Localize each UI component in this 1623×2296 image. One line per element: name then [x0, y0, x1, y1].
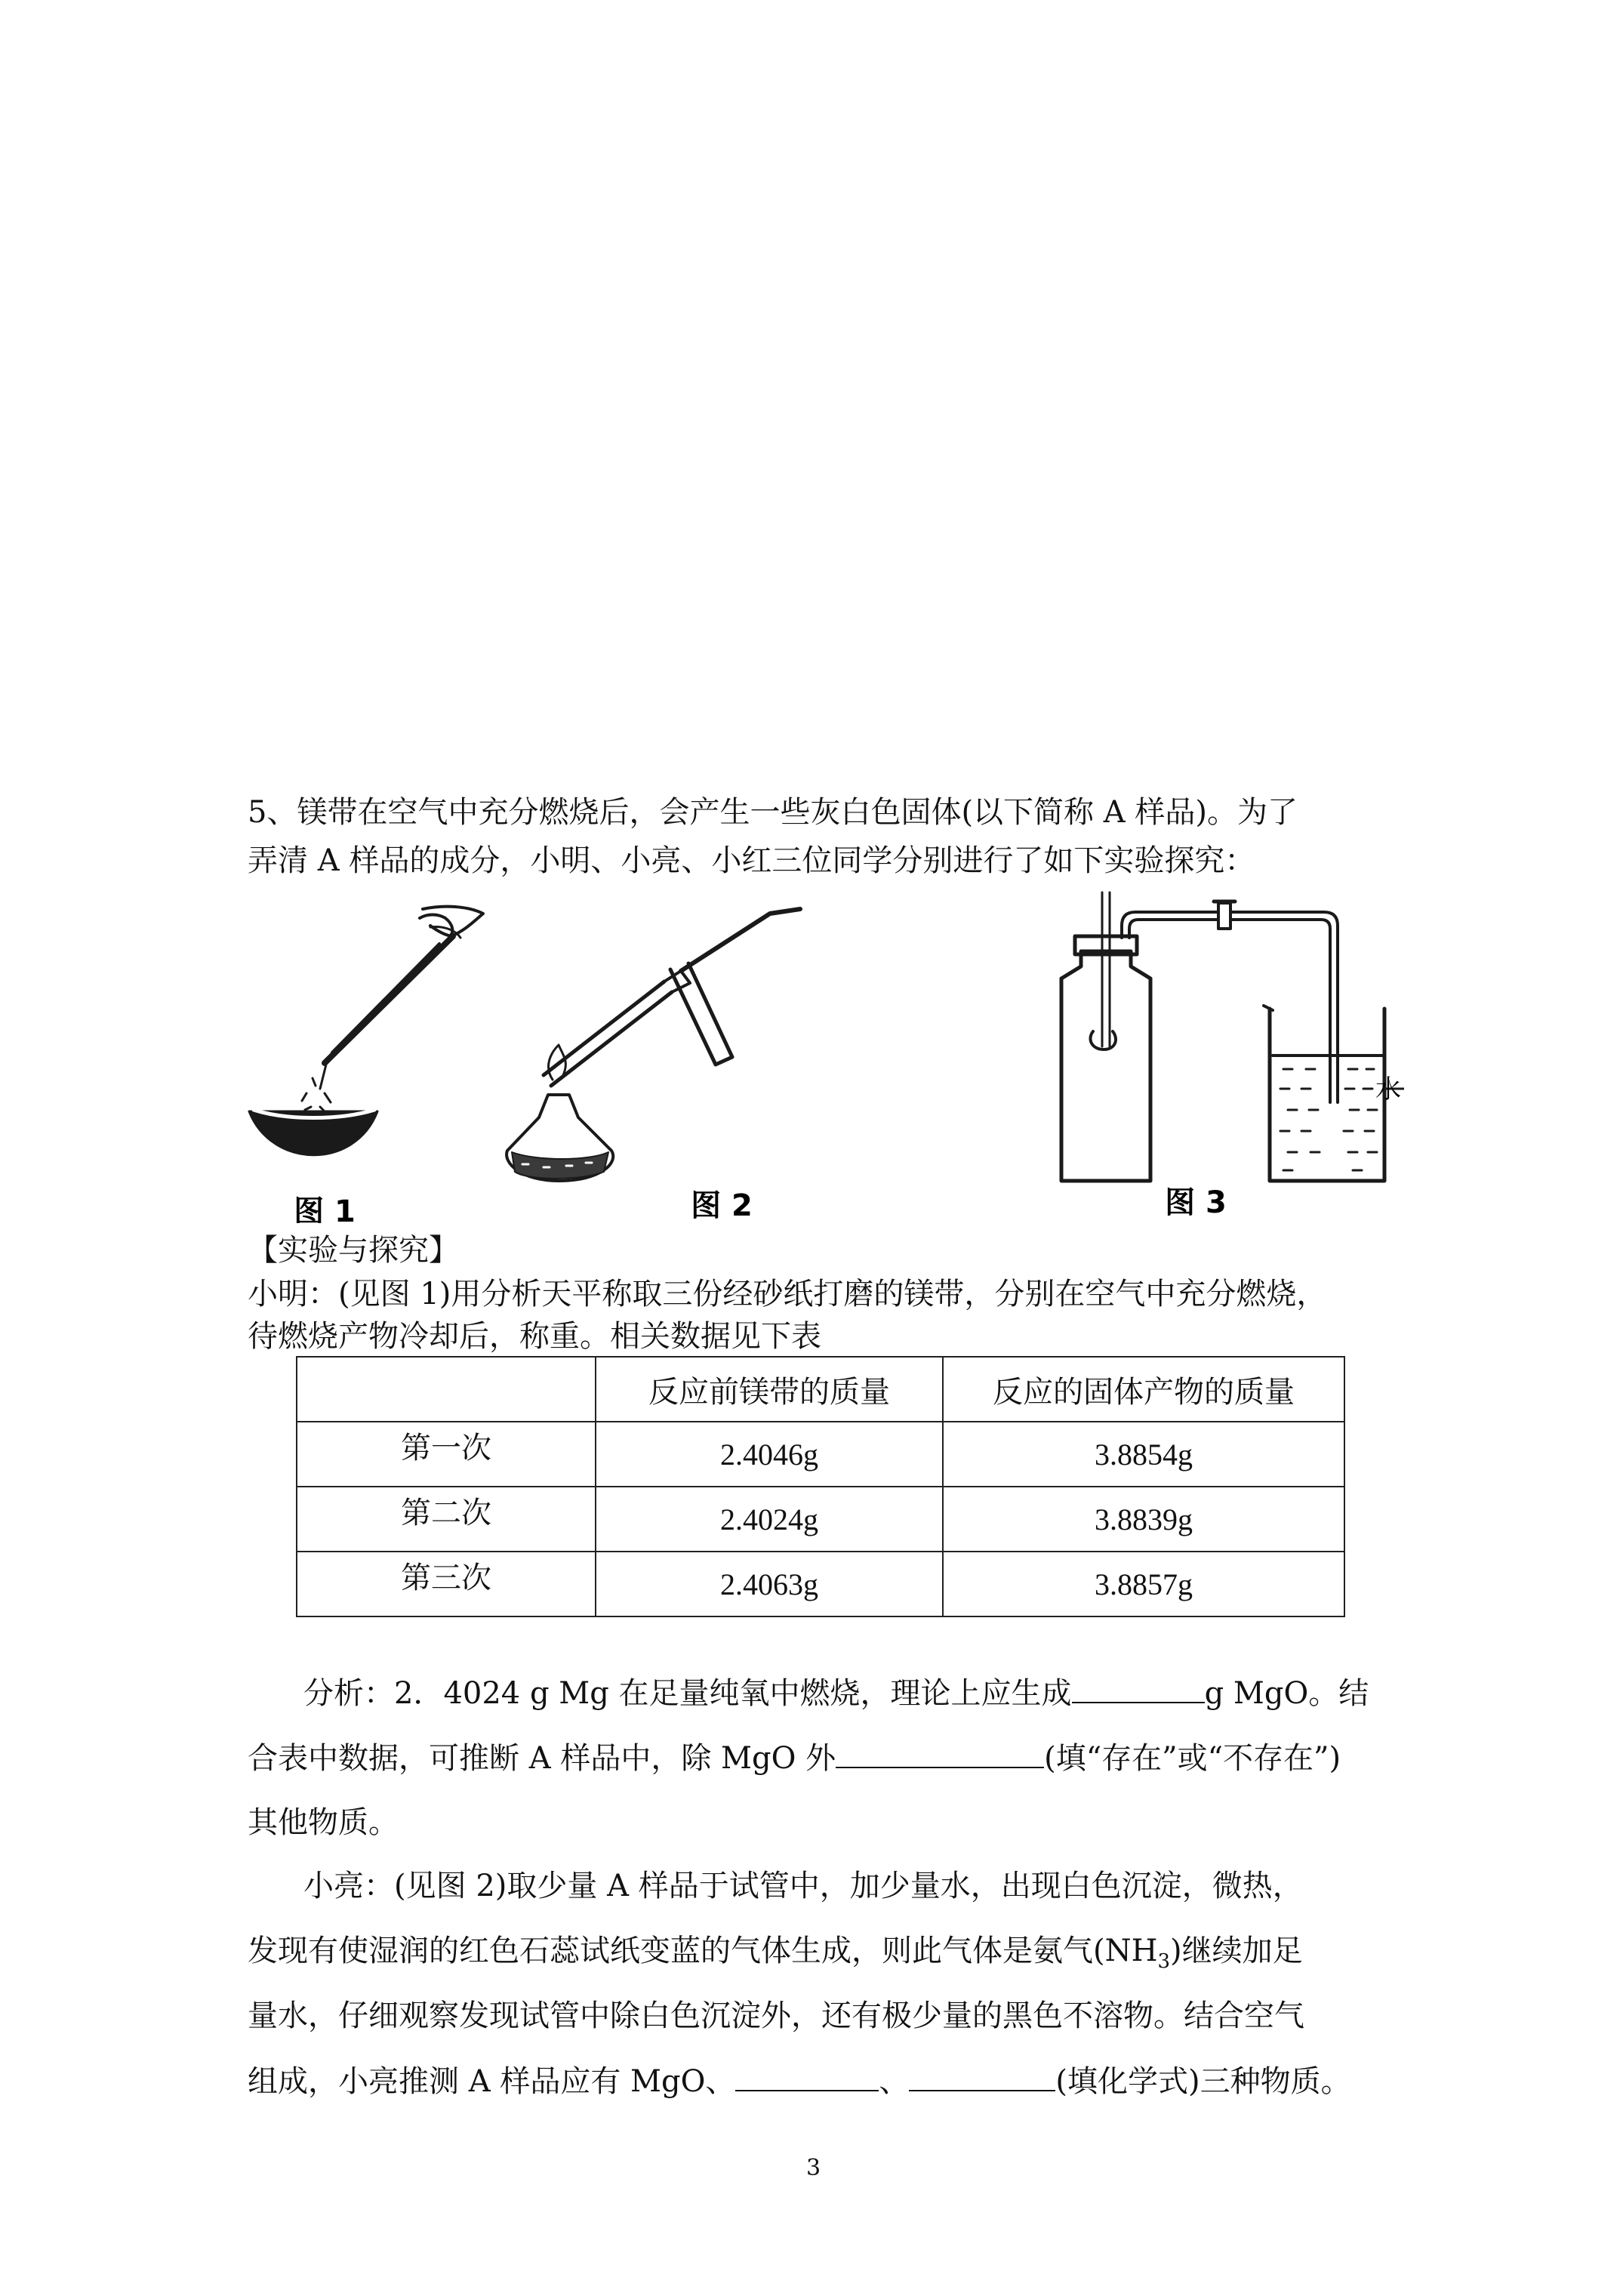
mg-mass-cell: 2.4046g	[596, 1422, 943, 1487]
mass-data-table	[296, 1356, 1345, 1617]
answer-blank-mass[interactable]	[1072, 1675, 1205, 1703]
xiaoming-line-2: 待燃烧产物冷却后，称重。相关数据见下表	[248, 1319, 821, 1354]
table-header-cell: 反应的固体产物的质量	[943, 1357, 1344, 1422]
answer-blank-exist[interactable]	[836, 1740, 1044, 1768]
table-row	[297, 1422, 1344, 1487]
product-mass-cell: 3.8854g	[943, 1422, 1344, 1487]
fig3-bottle-and-beaker	[1061, 892, 1404, 1181]
row-label: 第一次	[297, 1422, 596, 1487]
section-heading: 【实验与探究】	[248, 1233, 459, 1268]
fig3-label: 图 3	[1165, 1185, 1227, 1220]
mg-mass-cell: 2.4024g	[596, 1487, 943, 1552]
table-header-cell: 反应前镁带的质量	[596, 1357, 943, 1422]
apparatus-illustration	[242, 891, 1404, 1223]
xiaoliang-line-2: 发现有使湿润的红色石蕊试纸变蓝的气体生成，则此气体是氨气$(NH_3)$继续加足	[248, 1934, 1303, 1973]
xiaoliang-line-3: 量水，仔细观察发现试管中除白色沉淀外，还有极少量的黑色不溶物。结合空气	[248, 1999, 1304, 2033]
water-label: 水	[1375, 1074, 1401, 1105]
analysis-line-3: 其他物质。	[248, 1805, 399, 1840]
experiment-figures	[242, 891, 1404, 1223]
question-line-2: 弄清 A 样品的成分，小明、小亮、小红三位同学分别进行了如下实验探究：	[248, 843, 1255, 878]
fig1-tongs-and-dish	[249, 907, 483, 1155]
question-line-1: 5、镁带在空气中充分燃烧后，会产生一些灰白色固体(以下简称 A 样品)。为了	[248, 795, 1298, 830]
analysis-line-1: 分析：2．4024 g Mg 在足量纯氧中燃烧，理论上应生成 g MgO。结	[303, 1676, 1369, 1711]
fig1-label: 图 1	[294, 1194, 356, 1223]
mg-mass-cell: 2.4063g	[596, 1552, 943, 1616]
page-number: 3	[806, 2155, 821, 2181]
table-header-cell	[297, 1357, 596, 1422]
fig2-label: 图 2	[691, 1188, 753, 1223]
row-label: 第三次	[297, 1552, 596, 1616]
product-mass-cell: 3.8839g	[943, 1487, 1344, 1552]
answer-blank-formula-2[interactable]	[909, 2063, 1055, 2091]
answer-blank-formula-1[interactable]	[735, 2063, 879, 2091]
table-row	[297, 1552, 1344, 1616]
table-header-row	[297, 1357, 1344, 1422]
xiaoliang-line-1: 小亮：(见图 2)取少量 A 样品于试管中，加少量水，出现白色沉淀，微热，	[303, 1869, 1303, 1903]
product-mass-cell: 3.8857g	[943, 1552, 1344, 1616]
xiaoliang-line-4: 组成，小亮推测 A 样品应有 MgO、 、 (填化学式)三种物质。	[248, 2064, 1351, 2099]
table-row	[297, 1487, 1344, 1552]
row-label: 第二次	[297, 1487, 596, 1552]
analysis-line-2: 合表中数据，可推断 A 样品中，除 MgO 外 (填“存在”或“不存在”)	[248, 1741, 1341, 1776]
xiaoming-line-1: 小明：(见图 1)用分析天平称取三份经砂纸打磨的镁带，分别在空气中充分燃烧，	[248, 1277, 1327, 1311]
fig2-test-tube-and-burner	[507, 909, 800, 1181]
